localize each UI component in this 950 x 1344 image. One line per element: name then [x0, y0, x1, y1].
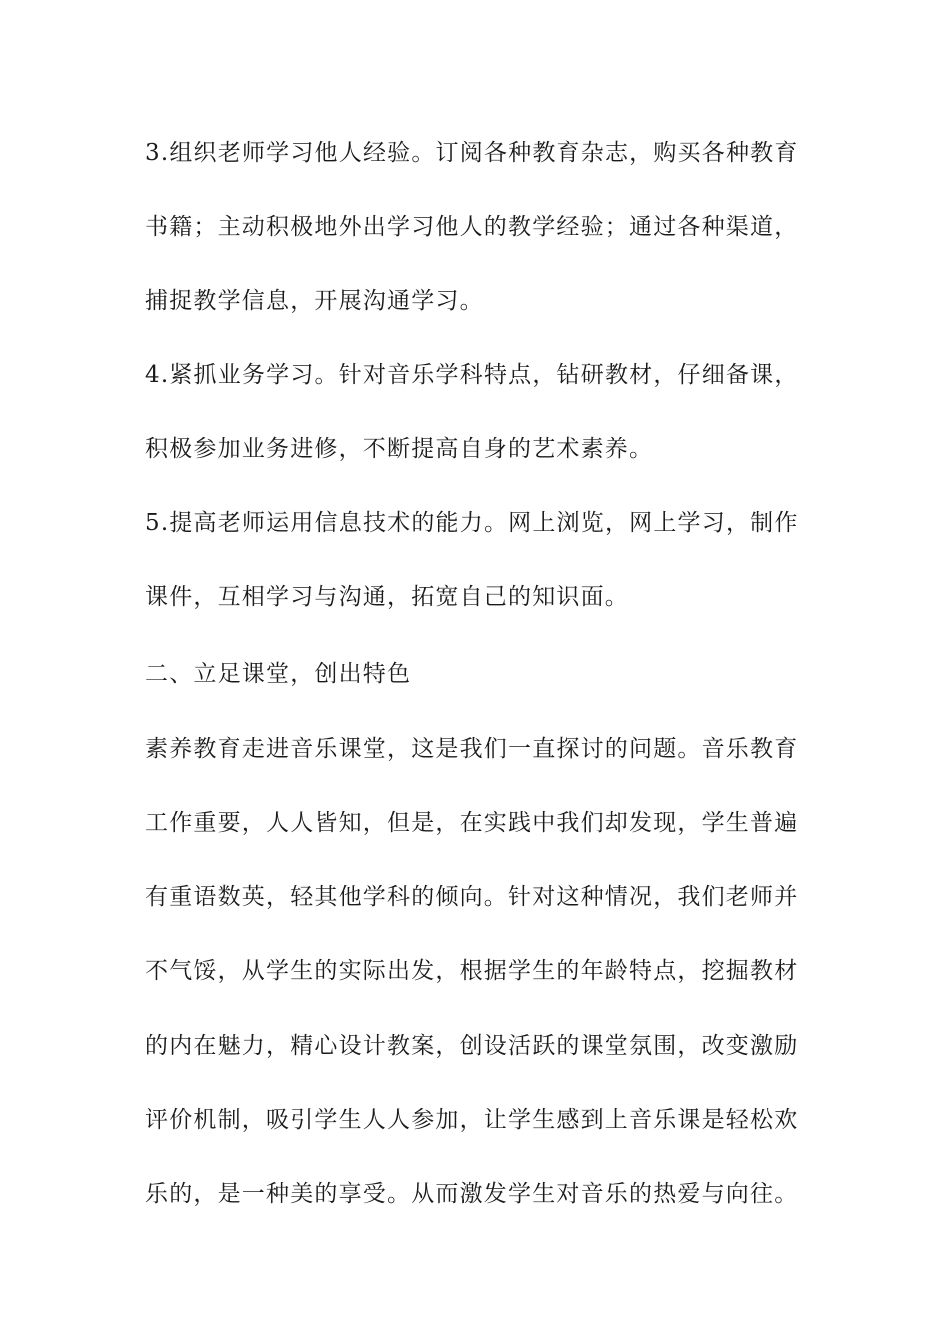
paragraph-line: 5.提高老师运用信息技术的能力。网上浏览，网上学习，制作	[145, 510, 799, 536]
paragraph-line: 积极参加业务进修，不断提高自身的艺术素养。	[145, 436, 654, 462]
paragraph-line: 有重语数英，轻其他学科的倾向。针对这种情况，我们老师并	[145, 884, 799, 910]
paragraph-line: 书籍；主动积极地外出学习他人的教学经验；通过各种渠道，	[145, 214, 799, 240]
paragraph-line: 3.组织老师学习他人经验。订阅各种教育杂志，购买各种教育	[145, 140, 799, 166]
paragraph-line: 不气馁，从学生的实际出发，根据学生的年龄特点，挖掘教材	[145, 958, 799, 984]
paragraph-line: 评价机制，吸引学生人人参加，让学生感到上音乐课是轻松欢	[145, 1107, 799, 1133]
paragraph-line: 4.紧抓业务学习。针对音乐学科特点，钻研教材，仔细备课，	[145, 362, 799, 388]
paragraph-line: 素养教育走进音乐课堂，这是我们一直探讨的问题。音乐教育	[145, 736, 799, 762]
paragraph-line: 工作重要，人人皆知，但是，在实践中我们却发现，学生普遍	[145, 810, 799, 836]
paragraph-line: 乐的，是一种美的享受。从而激发学生对音乐的热爱与向往。	[145, 1181, 799, 1207]
section-heading: 二、立足课堂，创出特色	[145, 661, 412, 687]
paragraph-line: 捕捉教学信息，开展沟通学习。	[145, 288, 484, 314]
paragraph-line: 的内在魅力，精心设计教案，创设活跃的课堂氛围，改变激励	[145, 1033, 799, 1059]
paragraph-line: 课件，互相学习与沟通，拓宽自己的知识面。	[145, 584, 629, 610]
